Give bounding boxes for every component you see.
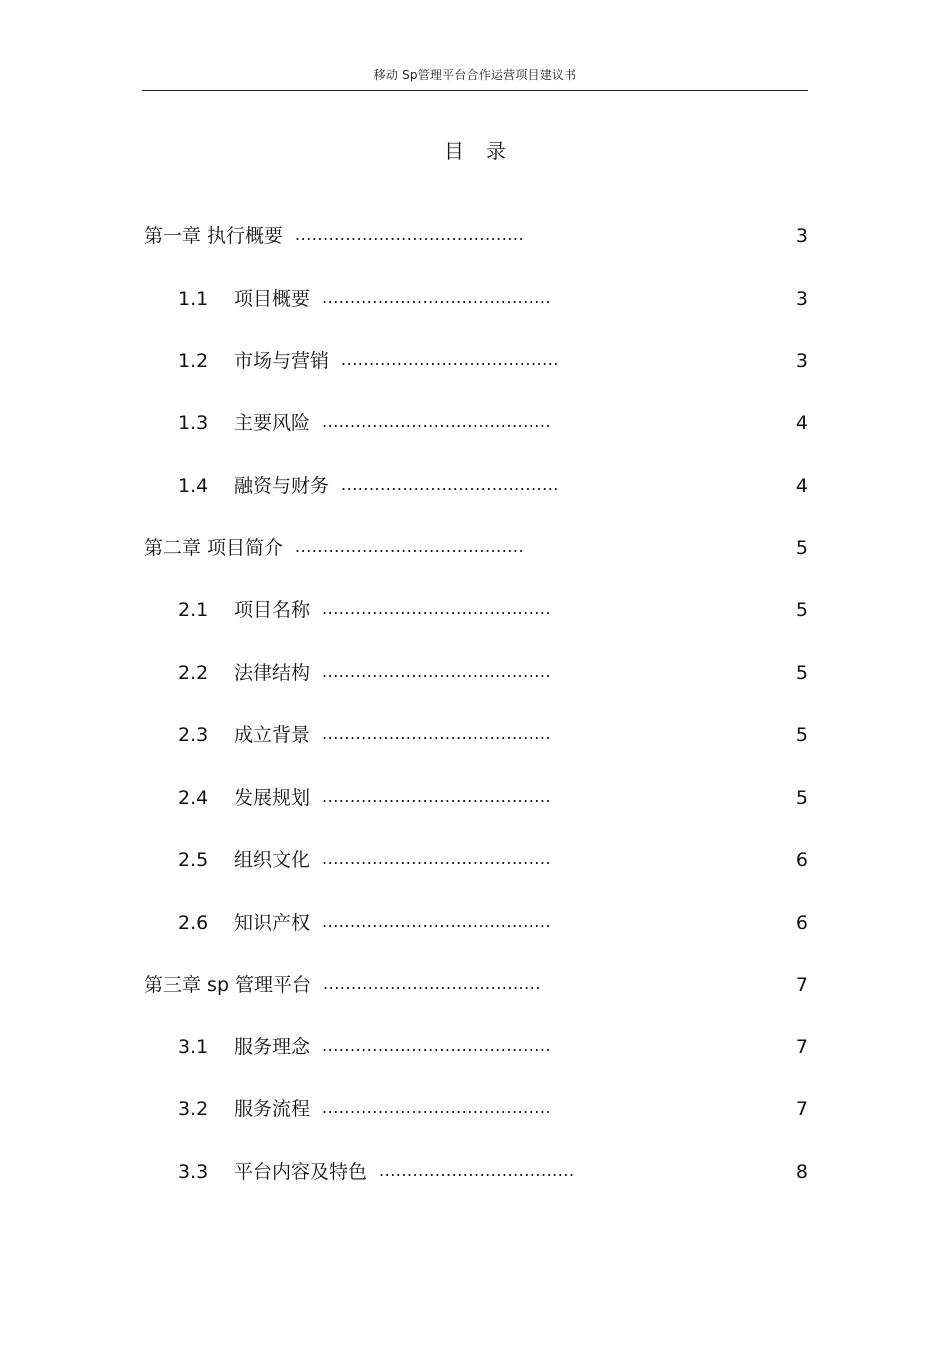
toc-entry-2-3[interactable]	[178, 721, 551, 749]
toc-entry-number: 1.4	[178, 475, 209, 497]
toc-entry-2-6[interactable]	[178, 909, 551, 937]
toc-leader-dots: .........................................	[322, 1098, 552, 1117]
toc-entry-number: 3.1	[178, 1036, 209, 1058]
toc-entry-number: 2.5	[178, 849, 209, 871]
toc-leader-dots: .........................................	[322, 412, 552, 431]
toc-leader-dots: .......................................	[341, 475, 559, 494]
toc-page-number: 5	[795, 724, 808, 746]
toc-leader-dots: ...................................	[379, 1161, 575, 1180]
toc-leader-dots: .........................................	[322, 662, 552, 681]
toc-entry-3-1[interactable]	[178, 1033, 551, 1061]
toc-page-number: 7	[795, 1036, 808, 1058]
toc-entry-number: 3.2	[178, 1098, 209, 1120]
toc-entry-label: 知识产权	[234, 912, 311, 934]
toc-entry-chapter-3[interactable]	[144, 971, 541, 999]
toc-page-number: 4	[795, 475, 808, 497]
toc-entry-number: 3.3	[178, 1161, 209, 1183]
toc-entry-1-2[interactable]	[178, 347, 559, 375]
running-header: 移动 Sp管理平台合作运营项目建议书	[373, 68, 577, 82]
toc-entry-label: 服务理念	[234, 1036, 311, 1058]
toc-leader-dots: .........................................	[322, 599, 552, 618]
toc-entry-label: 平台内容及特色	[234, 1161, 368, 1183]
toc-leader-dots: .........................................	[295, 537, 525, 556]
toc-entry-3-2[interactable]	[178, 1095, 551, 1123]
toc-entry-2-4[interactable]	[178, 784, 551, 812]
toc-entry-number: 1.1	[178, 288, 209, 310]
toc-entry-number: 1.2	[178, 350, 209, 372]
toc-page-number: 7	[795, 1098, 808, 1120]
toc-page-number: 6	[795, 912, 808, 934]
toc-leader-dots: .........................................	[295, 225, 525, 244]
toc-entry-number: 2.4	[178, 787, 209, 809]
toc-leader-dots: .......................................	[323, 974, 541, 993]
toc-page-number: 4	[795, 412, 808, 434]
toc-entry-label: 法律结构	[234, 662, 311, 684]
toc-entry-2-5[interactable]	[178, 846, 551, 874]
toc-page-number: 3	[795, 225, 808, 247]
toc-entry-label: 主要风险	[234, 412, 311, 434]
toc-entry-label: 第一章 执行概要	[144, 225, 284, 247]
toc-page-number: 3	[795, 288, 808, 310]
toc-title: 目录	[444, 139, 528, 163]
toc-entry-2-2[interactable]	[178, 659, 551, 687]
toc-entry-label: 项目概要	[234, 288, 311, 310]
toc-entry-label: 市场与营销	[234, 350, 330, 372]
toc-leader-dots: .......................................	[341, 350, 559, 369]
toc-entry-label: 融资与财务	[234, 475, 330, 497]
toc-entry-label: 组织文化	[234, 849, 311, 871]
toc-entry-number: 2.2	[178, 662, 209, 684]
toc-leader-dots: .........................................	[322, 787, 552, 806]
toc-leader-dots: .........................................	[322, 724, 552, 743]
toc-leader-dots: .........................................	[322, 849, 552, 868]
toc-entry-number: 1.3	[178, 412, 209, 434]
toc-leader-dots: .........................................	[322, 912, 552, 931]
toc-entry-number: 2.3	[178, 724, 209, 746]
toc-page-number: 3	[795, 350, 808, 372]
toc-page-number: 5	[795, 537, 808, 559]
toc-entry-1-4[interactable]	[178, 472, 559, 500]
toc-entry-label: 第二章 项目简介	[144, 537, 284, 559]
toc-entry-chapter-1[interactable]	[144, 222, 524, 250]
toc-leader-dots: .........................................	[322, 288, 552, 307]
toc-entry-1-1[interactable]	[178, 285, 551, 313]
toc-page-number: 5	[795, 787, 808, 809]
toc-entry-number: 2.1	[178, 599, 209, 621]
toc-page-number: 5	[795, 599, 808, 621]
toc-page-number: 5	[795, 662, 808, 684]
toc-entry-1-3[interactable]	[178, 409, 551, 437]
toc-entry-label: 服务流程	[234, 1098, 311, 1120]
toc-page-number: 6	[795, 849, 808, 871]
toc-page-number: 7	[795, 974, 808, 996]
toc-entry-2-1[interactable]	[178, 596, 551, 624]
toc-page-number: 8	[795, 1161, 808, 1183]
toc-entry-label: 发展规划	[234, 787, 311, 809]
toc-entry-number: 2.6	[178, 912, 209, 934]
toc-entry-label: 第三章 sp 管理平台	[144, 974, 312, 996]
toc-entry-3-3[interactable]	[178, 1158, 575, 1186]
toc-leader-dots: .........................................	[322, 1036, 552, 1055]
toc-entry-label: 成立背景	[234, 724, 311, 746]
toc-entry-label: 项目名称	[234, 599, 311, 621]
toc-entry-chapter-2[interactable]	[144, 534, 524, 562]
